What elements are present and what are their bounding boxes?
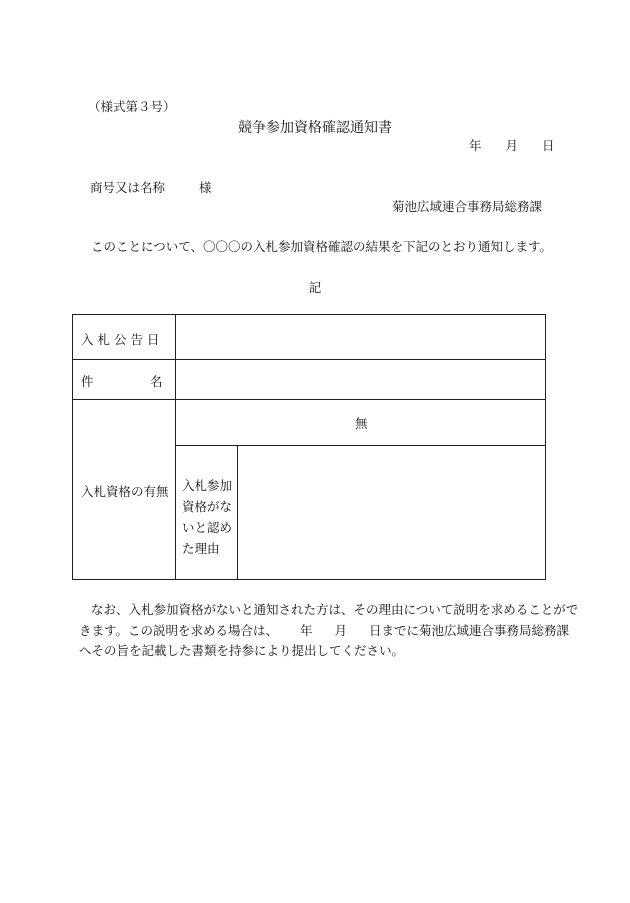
notice-deadline-year: 年 [300,622,313,638]
notice-line: へその旨を記載した書類を持参により提出してください。 [79,643,405,658]
document-title: 競争参加資格確認通知書 [238,120,392,136]
notice-line [79,621,570,642]
table-divider [73,399,545,400]
body-text: このことについて、〇〇〇の入札参加資格確認の結果を下記のとおり通知します。 [91,239,553,254]
bid-notice-date-label: 入 札 公 告 日 [81,332,160,347]
reason-label-line: 入札参加 [182,478,233,493]
notice-line2-end: 日までに菊池広域連合事務局総務課 [369,622,570,638]
item-name-label-right: 名 [150,374,163,389]
date-line [469,136,555,154]
table-divider [175,315,176,579]
notice-deadline-month: 月 [334,622,348,638]
form-number: （様式第３号） [88,99,176,114]
ki-label: 記 [308,280,322,295]
notice-paragraph [79,600,579,662]
eligibility-result: 無 [355,416,368,431]
addressee-label: 商号又は名称 [90,180,166,195]
item-name-label-left: 件 [81,374,94,389]
addressee-honorific: 様 [199,180,212,195]
date-month: 月 [505,138,519,153]
reason-label-line: た理由 [182,541,220,556]
notice-line: なお、入札参加資格がないと通知された方は、その理由について説明を求めることがで [91,602,579,617]
date-year: 年 [469,138,482,153]
table-divider [73,359,545,360]
eligibility-label: 入札資格の有無 [81,484,169,499]
date-day: 日 [542,138,555,153]
reason-label [182,475,232,559]
reason-label-line: いと認め [182,520,233,535]
sender-name: 菊池広域連合事務局総務課 [392,199,543,214]
reason-label-line: 資格がな [182,499,233,514]
notice-line2-start: きます。この説明を求める場合は、 [79,622,279,638]
info-table [72,314,546,580]
table-divider [237,445,238,579]
table-divider [176,445,545,446]
addressee-line [90,178,212,196]
